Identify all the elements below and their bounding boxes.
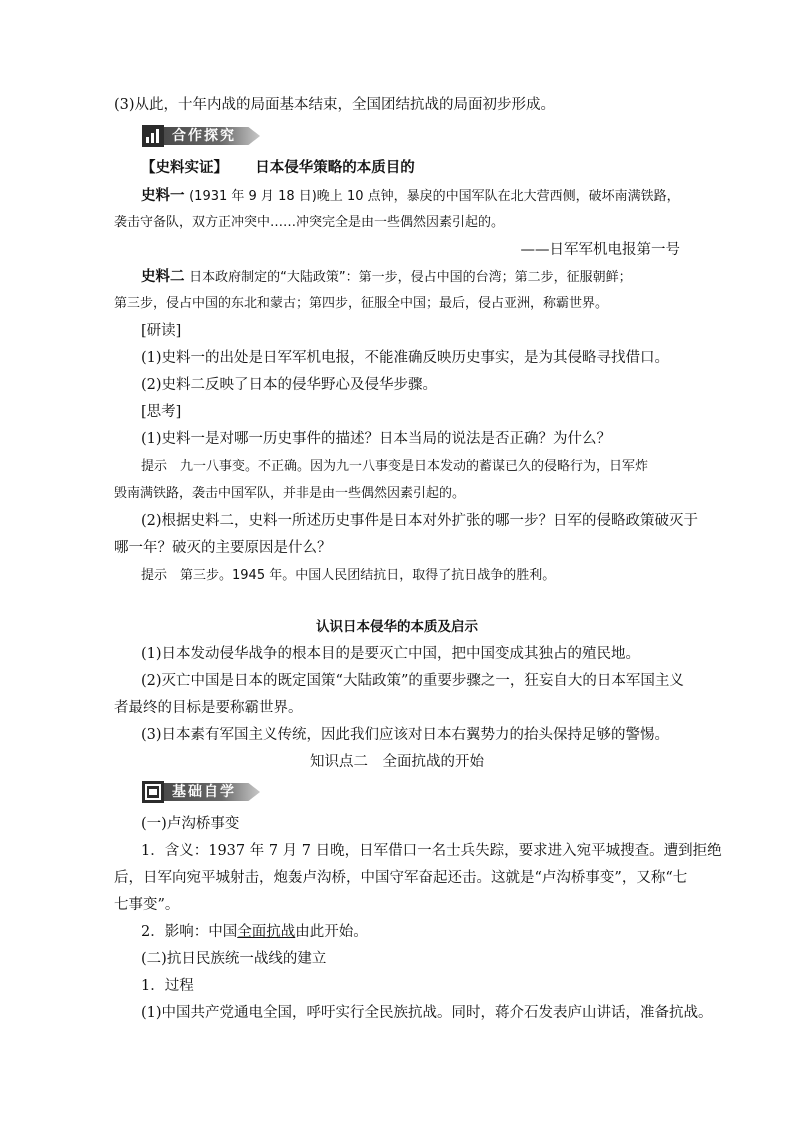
question-2-line1: (2)根据史料二，史料一所述历史事件是日本对外扩张的哪一步？日军的侵略政策破灭于	[141, 513, 699, 529]
banner-title: 合作探究	[172, 128, 236, 144]
answer-1-line1: 提示 九一八事变。不正确。因为九一八事变是日本发动的蓄谋已久的侵略行为，日军炸	[141, 459, 649, 474]
banner-title: 基础自学	[172, 784, 236, 800]
study-item-2: (2)史料二反映了日本的侵华野心及侵华步骤。	[141, 377, 438, 393]
item-1-line3: 七事变”。	[114, 897, 180, 913]
item-2-prefix: 2．影响：中国	[141, 924, 238, 940]
item-2-suffix: 由此开始。	[295, 924, 368, 940]
source-one-label: 史料一	[141, 188, 185, 204]
source-two-text: 日本政府制定的“大陆政策”：第一步，侵占中国的台湾；第二步，征服朝鲜；	[189, 270, 632, 285]
source-one-line2: 袭击守备队，双方正冲突中……冲突完全是由一些偶然因素引起的。	[114, 215, 505, 230]
item-1-line2: 后，日军向宛平城射击，炮轰卢沟桥，中国守军奋起还击。这就是“卢沟桥事变”，又称“七	[114, 870, 688, 886]
proof-title: 日本侵华策略的本质目的	[255, 160, 415, 176]
item-2	[141, 919, 681, 946]
item-3-p1: (1)中国共产党通电全国，呼吁实行全民族抗战。同时，蒋介石发表庐山讲话，准备抗战。	[141, 1005, 713, 1021]
book-icon	[142, 781, 164, 803]
section-banner-cooperative-inquiry	[142, 125, 260, 147]
summary-p3: (3)日本素有军国主义传统，因此我们应该对日本右翼势力的抬头保持足够的警惕。	[141, 727, 670, 743]
proof-heading	[141, 155, 707, 182]
source-one-line1	[141, 183, 707, 210]
summary-p1: (1)日本发动侵华战争的根本目的是要灭亡中国，把中国变成其独占的殖民地。	[141, 646, 641, 662]
summary-p2-line2: 者最终的目标是要称霸世界。	[114, 700, 303, 716]
knowledge-point-heading: 知识点二 全面抗战的开始	[310, 754, 484, 770]
source-two-label: 史料二	[141, 269, 185, 285]
study-item-1: (1)史料一的出处是日军军机电报，不能准确反映历史事实，是为其侵略寻找借口。	[141, 350, 670, 366]
summary-title: 认识日本侵华的本质及启示	[316, 619, 478, 635]
question-2-line2: 哪一年？破灭的主要原因是什么？	[114, 540, 332, 556]
study-label: [研读]	[141, 323, 182, 339]
section-banner-basic-self-study	[142, 781, 260, 803]
subsection-1: (一)卢沟桥事变	[141, 816, 240, 832]
proof-label: 【史料实证】	[141, 160, 228, 176]
subsection-2: (二)抗日民族统一战线的建立	[141, 951, 327, 967]
source-one-text: (1931 年 9 月 18 日)晚上 10 点钟，暴戾的中国军队在北大营西侧，破坏南满铁路，	[189, 189, 680, 204]
question-1: (1)史料一是对哪一历史事件的描述？日本当局的说法是否正确？为什么？	[141, 431, 612, 447]
answer-2: 提示 第三步。1945 年。中国人民团结抗日，取得了抗日战争的胜利。	[141, 568, 556, 583]
source-two-line2: 第三步，侵占中国的东北和蒙古；第四步，征服全中国；最后，侵占亚洲，称霸世界。	[114, 296, 609, 311]
chart-icon	[142, 125, 164, 147]
item-2-underlined: 全面抗战	[237, 924, 296, 940]
summary-p2-line1: (2)灭亡中国是日本的既定国策“大陆政策”的重要步骤之一，狂妄自大的日本军国主义	[141, 673, 684, 689]
item-3: 1．过程	[141, 978, 194, 994]
think-label: [思考]	[141, 404, 182, 420]
source-one-citation: ——日军军机电报第一号	[520, 242, 680, 258]
answer-1-line2: 毁南满铁路，袭击中国军队，并非是由一些偶然因素引起的。	[114, 486, 466, 501]
intro-line: (3)从此，十年内战的局面基本结束，全国团结抗战的局面初步形成。	[114, 97, 556, 113]
item-1-line1: 1．含义：1937 年 7 月 7 日晚，日军借口一名士兵失踪，要求进入宛平城搜查。遭到拒绝	[141, 843, 722, 859]
source-two-line1	[141, 264, 707, 291]
